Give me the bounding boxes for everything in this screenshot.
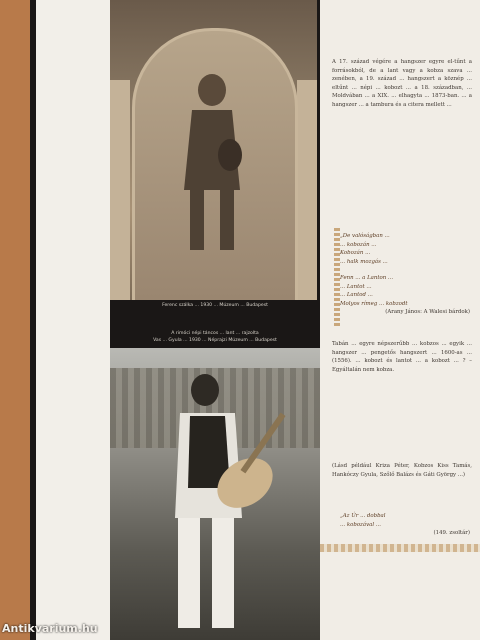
poem-line: ... kobozával ... [340, 521, 381, 528]
caption-photo2-line2: Vas ... Gyula ... 1930 ... Néprajzi Múzeum ... Budapest [153, 338, 277, 343]
caption-photo1: Ferenc szálka ... 1930 ... Múzeum ... Budapest [162, 303, 268, 308]
painted-lute-player-figure [162, 60, 262, 260]
poem-line: ... kobozán ... [340, 241, 377, 248]
photo-pillar-right [297, 80, 317, 300]
paragraph-1: A 17. század végére a hangszer egyre el-tűnt a forrásokból, de a lant vagy a kobza szava ... zenében, a 19. század ... hangszert a köznép ... eltűnt ... népi ... kobozt ... a 18. században, ... Moldvában ... a XIX. ... elhagyta ... 1873-ban. ... a hangszer ... a tambura és a citera mellett ... [332, 59, 472, 108]
man-playing-lute-figure [150, 368, 290, 638]
caption-photo2-line1: A rimóci népi táncos ... lant ... rajzolta [171, 331, 259, 336]
watermark: Antikvarium.hu [2, 622, 98, 635]
poem-line: Molyos rímeg ... kobzodt [340, 300, 408, 307]
paragraph-3: (Lásd például Kriza Péter, Kobzos Kiss Tamás, Hankóczy Gyula, Szőlő Balázs és Gáti György ...) [332, 463, 472, 478]
poem-source: (149. zsoltár) [433, 530, 470, 536]
poem-3 [340, 512, 470, 538]
photo-pillar-left [110, 80, 130, 300]
poem-line: „Az Úr ... dobbal [340, 513, 386, 519]
left-page-margin [36, 0, 110, 640]
poem-line: Kobozán ... [340, 250, 371, 256]
paragraph-2: Tabán ... egyre népszerűbb ... kobzos ... egyik ... hangszer ... pengetős hangszert ... 1600-as ... (1556). ... kobozt és lantot ... a kobozt ... ? – Egyáltalán nem kobza. [332, 341, 472, 373]
photo-man-with-lute [110, 348, 320, 640]
poem-line: ... Lantod ... [340, 292, 373, 298]
poem-line: „De valóságban ... [340, 233, 390, 239]
poem-line: Fenn ... a Lanton ... [340, 275, 394, 281]
photo-painted-figure [110, 0, 317, 300]
poem-line: ... halk mozgás ... [340, 258, 388, 265]
poem-1 [340, 232, 470, 317]
ornamental-band [320, 544, 480, 552]
poem-source: (Arany János: A Walesi bárdok) [385, 309, 470, 315]
poem-line: ... Lantot ... [340, 283, 372, 290]
